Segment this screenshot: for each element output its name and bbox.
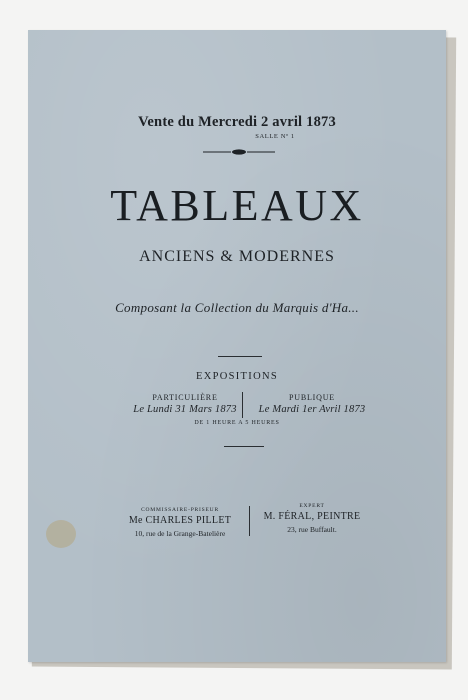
particuliere-date: Le Lundi 31 Mars 1873 [133,404,237,415]
commissaire-block [114,506,246,539]
paper-stain [46,520,76,548]
salle-number: SALLE Nº 1 [255,133,295,140]
publique-label: PUBLIQUE [289,393,335,402]
expert-block [260,502,364,535]
particuliere-label: PARTICULIÈRE [152,393,218,402]
commissaire-label: COMMISSAIRE-PRISEUR [141,507,219,513]
page-title: TABLEAUX [110,181,364,230]
divider-bottom [224,446,264,447]
expositions-heading: EXPOSITIONS [196,371,278,382]
commissaire-address: 10, rue de la Grange-Batelière [134,529,226,538]
bottom-separator [249,506,250,536]
exposition-publique [252,392,372,416]
expert-address: 23, rue Buffault. [287,525,337,534]
expert-name: M. FÉRAL, PEINTRE [263,511,361,522]
catalogue-cover [28,30,446,662]
exposition-separator [242,392,243,418]
sale-date: Vente du Mercredi 2 avril 1873 [138,114,336,130]
page-subtitle: ANCIENS & MODERNES [139,248,335,265]
ornament-icon [203,148,275,156]
exposition-particuliere [120,392,250,416]
commissaire-name: Me CHARLES PILLET [128,515,232,526]
divider-top [218,356,262,357]
exposition-hours: DE 1 HEURE A 5 HEURES [194,420,280,426]
expert-label: EXPERT [299,503,325,509]
publique-date: Le Mardi 1er Avril 1873 [258,404,366,415]
collection-line: Composant la Collection du Marquis d'Ha... [115,300,359,315]
